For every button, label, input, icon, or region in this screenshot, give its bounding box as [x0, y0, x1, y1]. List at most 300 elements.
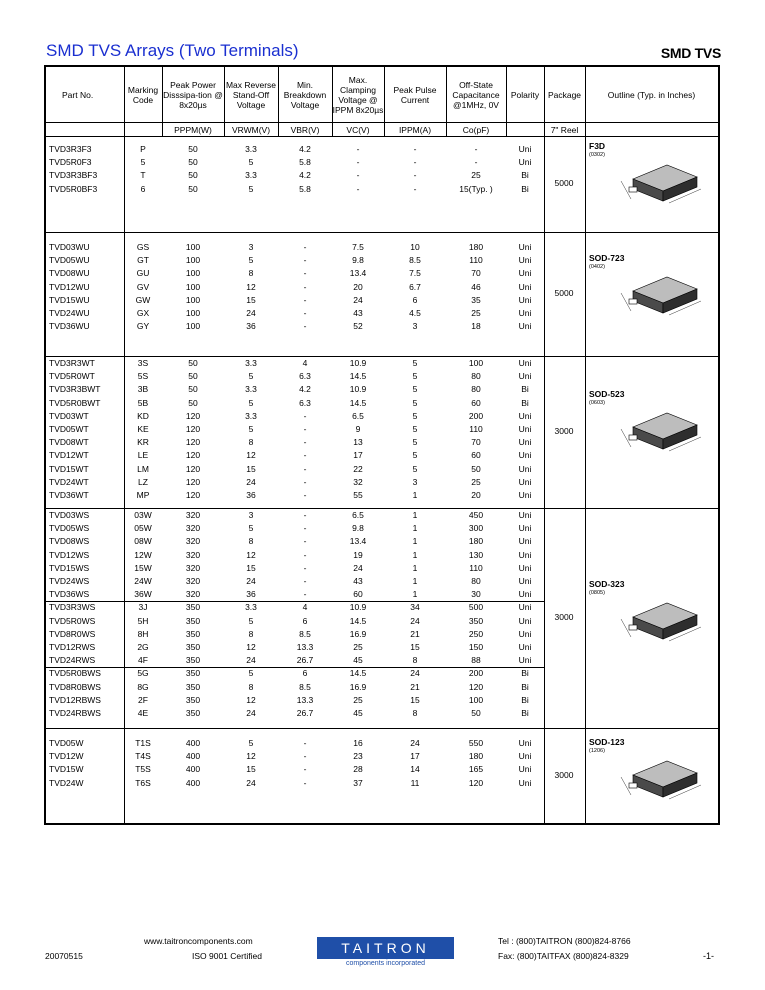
- table-cell: 24: [410, 738, 420, 748]
- header-polarity: Polarity: [510, 89, 540, 100]
- table-cell: T6S: [135, 777, 151, 788]
- part-number-cell: TVD12WS: [49, 549, 90, 560]
- table-cell: 4.2: [299, 144, 311, 154]
- table-cell: 6.3: [299, 397, 311, 408]
- table-cell: 5: [248, 397, 254, 408]
- table-row: [46, 615, 546, 628]
- table-row: [46, 750, 546, 763]
- table-cell: -: [303, 437, 307, 448]
- header-peak-power: Peak Power Disssipa-tion @ 8x20µs: [163, 79, 223, 110]
- table-cell: 100: [468, 694, 484, 705]
- table-cell: 7.5: [352, 242, 364, 252]
- table-cell: 50: [188, 170, 198, 181]
- table-cell: 50: [188, 358, 198, 368]
- part-number-cell: TVD15WT: [49, 463, 89, 474]
- table-row: [46, 681, 546, 694]
- header-marking: Marking Code: [127, 84, 159, 105]
- unit-ipp: IPPM(A): [398, 124, 432, 135]
- table-cell: 13.4: [349, 268, 367, 279]
- table-row: [46, 654, 546, 667]
- header-outline: Outline (Typ. in Inches): [607, 89, 696, 100]
- table-cell: 14.5: [349, 615, 367, 626]
- column-divider: [332, 67, 333, 137]
- unit-ppk: PPPM(W): [174, 124, 212, 135]
- table-cell: -: [303, 536, 307, 547]
- table-cell: 5: [248, 371, 254, 382]
- table-cell: 24W: [134, 576, 152, 586]
- table-cell: 5: [412, 358, 418, 368]
- table-cell: 14: [410, 764, 420, 775]
- table-cell: 5: [412, 450, 418, 461]
- table-row: [46, 628, 546, 641]
- table-cell: -: [303, 463, 307, 474]
- part-number-cell: TVD15WS: [49, 562, 90, 573]
- row-separator: [46, 601, 544, 602]
- table-cell: 15(Typ. ): [459, 183, 493, 194]
- table-cell: 25: [353, 642, 363, 652]
- table-cell: 14.5: [349, 371, 367, 382]
- part-number-cell: TVD08WS: [49, 536, 90, 547]
- table-row: [46, 763, 546, 776]
- table-cell: 120: [185, 424, 201, 434]
- package-name: SOD-123: [589, 737, 625, 747]
- table-cell: 400: [185, 738, 201, 748]
- table-cell: 400: [185, 751, 201, 762]
- table-cell: -: [356, 157, 360, 168]
- table-cell: 120: [185, 490, 201, 500]
- table-cell: 165: [468, 764, 484, 775]
- table-cell: 03W: [134, 510, 152, 520]
- table-cell: 70: [471, 437, 481, 448]
- table-cell: -: [303, 490, 307, 500]
- table-cell: LM: [137, 463, 149, 474]
- table-cell: 8: [412, 708, 418, 718]
- table-cell: 50: [471, 708, 481, 718]
- table-cell: -: [303, 510, 307, 520]
- part-number-cell: TVD05WT: [49, 424, 89, 434]
- table-cell: 320: [185, 562, 201, 573]
- table-cell: 15: [246, 463, 256, 474]
- table-cell: 5.8: [299, 183, 311, 194]
- table-cell: Uni: [518, 777, 532, 788]
- part-number-cell: TVD36WS: [49, 589, 90, 600]
- header-package: Package: [547, 89, 582, 100]
- table-cell: 15: [410, 694, 420, 705]
- table-cell: KD: [137, 410, 149, 421]
- table-row: [46, 307, 546, 320]
- table-cell: 12: [246, 549, 256, 560]
- package-group: [46, 233, 718, 357]
- table-row: [46, 509, 546, 522]
- table-cell: 20: [471, 490, 481, 500]
- page-number: -1-: [703, 951, 714, 961]
- table-cell: Uni: [518, 242, 532, 252]
- header-vc: Max. Clamping Voltage @ IPPM 8x20µs: [332, 74, 384, 115]
- part-number-cell: TVD3R3BWT: [49, 384, 101, 395]
- brand-label: SMD TVS: [660, 45, 721, 61]
- column-divider: [585, 67, 586, 825]
- table-cell: 5: [412, 397, 418, 408]
- table-cell: -: [303, 476, 307, 487]
- table-cell: Uni: [518, 294, 532, 305]
- table-cell: 4.5: [409, 308, 421, 318]
- table-cell: Uni: [518, 308, 532, 318]
- part-number-cell: TVD12W: [49, 751, 84, 762]
- part-number-cell: TVD15W: [49, 764, 84, 775]
- table-cell: 36: [246, 321, 256, 332]
- table-cell: 50: [471, 463, 481, 474]
- unit-co: Co(pF): [462, 124, 490, 135]
- package-group: [46, 729, 718, 825]
- table-cell: 320: [185, 523, 201, 534]
- table-cell: 8.5: [409, 255, 421, 266]
- package-size-code: (0402): [589, 264, 605, 270]
- table-cell: 5: [248, 255, 254, 266]
- part-number-cell: TVD5R0WS: [49, 615, 96, 626]
- table-cell: 320: [185, 576, 201, 586]
- package-name: SOD-523: [589, 389, 625, 399]
- column-divider: [446, 67, 447, 137]
- table-row: [46, 357, 546, 370]
- table-cell: 25: [471, 170, 481, 181]
- part-number-cell: TVD5R0BF3: [49, 183, 98, 194]
- row-separator: [46, 667, 544, 668]
- table-cell: 80: [471, 384, 481, 395]
- table-cell: 10.9: [349, 602, 367, 613]
- table-cell: 88: [471, 655, 481, 666]
- part-number-cell: TVD12RBWS: [49, 694, 101, 705]
- table-cell: 6: [140, 183, 146, 194]
- table-cell: Bi: [521, 170, 529, 181]
- table-cell: Uni: [518, 642, 532, 652]
- table-cell: 8: [248, 681, 254, 692]
- unit-vbr: VBR(V): [290, 124, 320, 135]
- table-cell: 25: [471, 476, 481, 487]
- table-cell: Bi: [521, 694, 529, 705]
- part-number-cell: TVD5R0F3: [49, 157, 92, 168]
- table-cell: 36: [246, 589, 256, 600]
- table-cell: 50: [188, 371, 198, 382]
- table-cell: 60: [471, 450, 481, 461]
- table-cell: 100: [185, 308, 201, 318]
- table-cell: 2G: [137, 642, 149, 652]
- part-number-cell: TVD24WT: [49, 476, 89, 487]
- table-cell: 5: [412, 424, 418, 434]
- part-number-cell: TVD3R3F3: [49, 144, 92, 154]
- table-cell: 350: [185, 602, 201, 613]
- table-cell: 1: [412, 589, 418, 600]
- table-cell: -: [303, 410, 307, 421]
- table-row: [46, 575, 546, 588]
- part-number-cell: TVD3R3WS: [49, 602, 96, 613]
- part-number-cell: TVD24RWS: [49, 655, 96, 666]
- header-capacitance: Off-State Capacitance @1MHz, 0V: [452, 79, 500, 110]
- table-cell: -: [474, 144, 478, 154]
- package-name: SOD-323: [589, 579, 625, 589]
- part-number-cell: TVD12RWS: [49, 642, 96, 652]
- table-cell: Uni: [518, 536, 532, 547]
- table-cell: 12: [246, 450, 256, 461]
- table-cell: -: [303, 268, 307, 279]
- table-cell: P: [140, 144, 146, 154]
- table-cell: -: [413, 183, 417, 194]
- table-cell: 28: [353, 764, 363, 775]
- part-number-cell: TVD3R3BF3: [49, 170, 98, 181]
- table-cell: 45: [353, 655, 363, 666]
- table-cell: 180: [468, 751, 484, 762]
- table-cell: 3: [248, 510, 254, 520]
- table-cell: Bi: [521, 384, 529, 395]
- table-row: [46, 370, 546, 383]
- table-cell: 4.2: [299, 170, 311, 181]
- table-cell: 5: [412, 463, 418, 474]
- part-number-cell: TVD24RBWS: [49, 708, 101, 718]
- table-cell: 24: [246, 655, 256, 666]
- table-row: [46, 423, 546, 436]
- header-part-no: Part No.: [62, 89, 94, 100]
- table-cell: 10.9: [349, 358, 367, 368]
- table-cell: 3.3: [245, 358, 257, 368]
- package-quantity: 5000: [554, 288, 574, 298]
- component-drawing-icon: [615, 405, 705, 455]
- table-row: [46, 397, 546, 410]
- table-cell: 500: [468, 602, 484, 613]
- table-cell: 8: [412, 655, 418, 666]
- table-row: [46, 522, 546, 535]
- table-cell: 4: [302, 602, 308, 613]
- table-cell: Uni: [518, 281, 532, 292]
- table-cell: 5B: [137, 397, 149, 408]
- table-cell: -: [303, 424, 307, 434]
- package-outline: [585, 233, 718, 357]
- table-row: [46, 601, 546, 614]
- table-cell: 13.3: [296, 642, 314, 652]
- table-cell: Uni: [518, 490, 532, 500]
- part-number-cell: TVD03WT: [49, 410, 89, 421]
- table-cell: Uni: [518, 424, 532, 434]
- table-cell: LE: [137, 450, 149, 461]
- header-ippm: Peak Pulse Current: [393, 84, 437, 105]
- table-cell: Bi: [521, 183, 529, 194]
- part-number-cell: TVD36WT: [49, 490, 89, 500]
- table-cell: 5: [248, 183, 254, 194]
- part-number-cell: TVD8R0BWS: [49, 681, 101, 692]
- table-cell: GW: [135, 294, 151, 305]
- table-cell: 3: [412, 321, 418, 332]
- package-group: [46, 509, 718, 729]
- table-cell: 120: [185, 463, 201, 474]
- table-row: [46, 281, 546, 294]
- header-vbr: Min. Breakdown Voltage: [283, 79, 327, 110]
- table-cell: 4.2: [299, 384, 311, 395]
- table-cell: -: [303, 751, 307, 762]
- table-cell: 200: [468, 668, 484, 679]
- table-row: [46, 254, 546, 267]
- table-cell: 5: [248, 615, 254, 626]
- table-cell: 6: [302, 615, 308, 626]
- header-vrwm: Max Reverse Stand-Off Voltage: [225, 79, 277, 110]
- table-cell: 15: [410, 642, 420, 652]
- table-row: [46, 320, 546, 333]
- table-cell: 5: [140, 157, 146, 168]
- table-cell: 52: [353, 321, 363, 332]
- table-cell: -: [413, 157, 417, 168]
- table-cell: Bi: [521, 397, 529, 408]
- table-cell: 23: [353, 751, 363, 762]
- table-cell: T5S: [135, 764, 151, 775]
- table-header: [46, 67, 718, 122]
- table-cell: 5: [412, 384, 418, 395]
- table-cell: 34: [410, 602, 420, 613]
- table-cell: 350: [468, 615, 484, 626]
- table-cell: 24: [246, 576, 256, 586]
- spec-table: [44, 65, 720, 825]
- table-cell: 2F: [138, 694, 148, 705]
- table-cell: -: [303, 738, 307, 748]
- part-number-cell: TVD12WU: [49, 281, 90, 292]
- part-number-cell: TVD03WS: [49, 510, 90, 520]
- table-cell: 350: [185, 668, 201, 679]
- table-cell: 60: [353, 589, 363, 600]
- table-cell: 55: [353, 490, 363, 500]
- table-cell: 36: [246, 490, 256, 500]
- table-row: [46, 410, 546, 423]
- table-cell: 43: [353, 576, 363, 586]
- table-cell: 130: [468, 549, 484, 560]
- table-cell: Uni: [518, 523, 532, 534]
- part-number-cell: TVD24W: [49, 777, 84, 788]
- package-quantity: 3000: [554, 770, 574, 780]
- table-cell: -: [303, 321, 307, 332]
- table-row: [46, 667, 546, 680]
- footer-fax: Fax: (800)TAITFAX (800)824-8329: [498, 951, 629, 961]
- table-row: [46, 449, 546, 462]
- table-cell: 70: [471, 268, 481, 279]
- table-cell: -: [303, 764, 307, 775]
- table-cell: Bi: [521, 681, 529, 692]
- table-cell: Uni: [518, 562, 532, 573]
- table-cell: 4: [302, 358, 308, 368]
- table-cell: 15: [246, 562, 256, 573]
- table-cell: 120: [468, 681, 484, 692]
- table-cell: -: [303, 294, 307, 305]
- unit-vc: VC(V): [346, 124, 370, 135]
- table-cell: 24: [246, 777, 256, 788]
- table-units-row: [46, 122, 718, 137]
- table-row: [46, 562, 546, 575]
- package-quantity: 5000: [554, 178, 574, 188]
- column-divider: [162, 67, 163, 137]
- table-cell: T: [140, 170, 146, 181]
- table-cell: 320: [185, 536, 201, 547]
- table-cell: 100: [185, 281, 201, 292]
- table-cell: Uni: [518, 628, 532, 639]
- table-cell: 24: [410, 615, 420, 626]
- component-drawing-icon: [615, 157, 705, 207]
- table-cell: 250: [468, 628, 484, 639]
- table-cell: 15: [246, 764, 256, 775]
- table-cell: 50: [188, 397, 198, 408]
- table-cell: 14.5: [349, 397, 367, 408]
- table-cell: 24: [246, 708, 256, 718]
- table-row: [46, 476, 546, 489]
- table-cell: 180: [468, 536, 484, 547]
- table-cell: 120: [185, 437, 201, 448]
- table-row: [46, 549, 546, 562]
- table-cell: -: [303, 777, 307, 788]
- table-cell: 1: [412, 510, 418, 520]
- table-cell: 3.3: [245, 144, 257, 154]
- table-cell: 100: [185, 321, 201, 332]
- table-cell: 4E: [137, 708, 149, 718]
- table-cell: 350: [185, 681, 201, 692]
- part-number-cell: TVD08WU: [49, 268, 90, 279]
- table-cell: Uni: [518, 410, 532, 421]
- table-cell: 400: [185, 777, 201, 788]
- table-cell: Uni: [518, 450, 532, 461]
- footer-iso: ISO 9001 Certified: [192, 951, 262, 961]
- unit-vrwm: VRWM(V): [231, 124, 271, 135]
- table-row: [46, 143, 546, 156]
- footer-date: 20070515: [45, 951, 83, 961]
- part-number-cell: TVD05WU: [49, 255, 90, 266]
- table-cell: 100: [185, 268, 201, 279]
- table-cell: 9: [355, 424, 361, 434]
- part-number-cell: TVD08WT: [49, 437, 89, 448]
- column-divider: [544, 67, 545, 825]
- table-cell: 120: [468, 777, 484, 788]
- table-row: [46, 641, 546, 654]
- table-cell: 12: [246, 694, 256, 705]
- table-cell: 24: [353, 294, 363, 305]
- table-row: [46, 383, 546, 396]
- table-cell: 450: [468, 510, 484, 520]
- column-divider: [124, 67, 125, 825]
- table-cell: 5: [248, 424, 254, 434]
- table-cell: 12: [246, 751, 256, 762]
- table-row: [46, 169, 546, 182]
- package-size-code: (0805): [589, 590, 605, 596]
- table-cell: 5G: [137, 668, 149, 679]
- table-cell: 350: [185, 655, 201, 666]
- table-cell: 46: [471, 281, 481, 292]
- table-cell: 24: [410, 668, 420, 679]
- table-cell: -: [303, 281, 307, 292]
- column-divider: [384, 67, 385, 137]
- table-cell: 350: [185, 642, 201, 652]
- part-number-cell: TVD3R3WT: [49, 358, 95, 368]
- package-group: [46, 357, 718, 509]
- page-title: SMD TVS Arrays (Two Terminals): [46, 41, 299, 60]
- table-cell: 5S: [137, 371, 149, 382]
- package-size-code: (1206): [589, 748, 605, 754]
- part-number-cell: TVD8R0WS: [49, 628, 96, 639]
- table-cell: KR: [137, 437, 149, 448]
- table-cell: Uni: [518, 589, 532, 600]
- table-cell: -: [303, 589, 307, 600]
- table-cell: 320: [185, 549, 201, 560]
- table-cell: 13.3: [296, 694, 314, 705]
- table-cell: 5.8: [299, 157, 311, 168]
- table-cell: 120: [185, 450, 201, 461]
- table-cell: 110: [469, 424, 483, 434]
- table-cell: 32: [353, 476, 363, 487]
- table-cell: 100: [185, 255, 201, 266]
- table-cell: 26.7: [296, 655, 314, 666]
- table-cell: 3.3: [245, 410, 257, 421]
- table-cell: Uni: [518, 602, 532, 613]
- table-cell: 15W: [134, 562, 152, 573]
